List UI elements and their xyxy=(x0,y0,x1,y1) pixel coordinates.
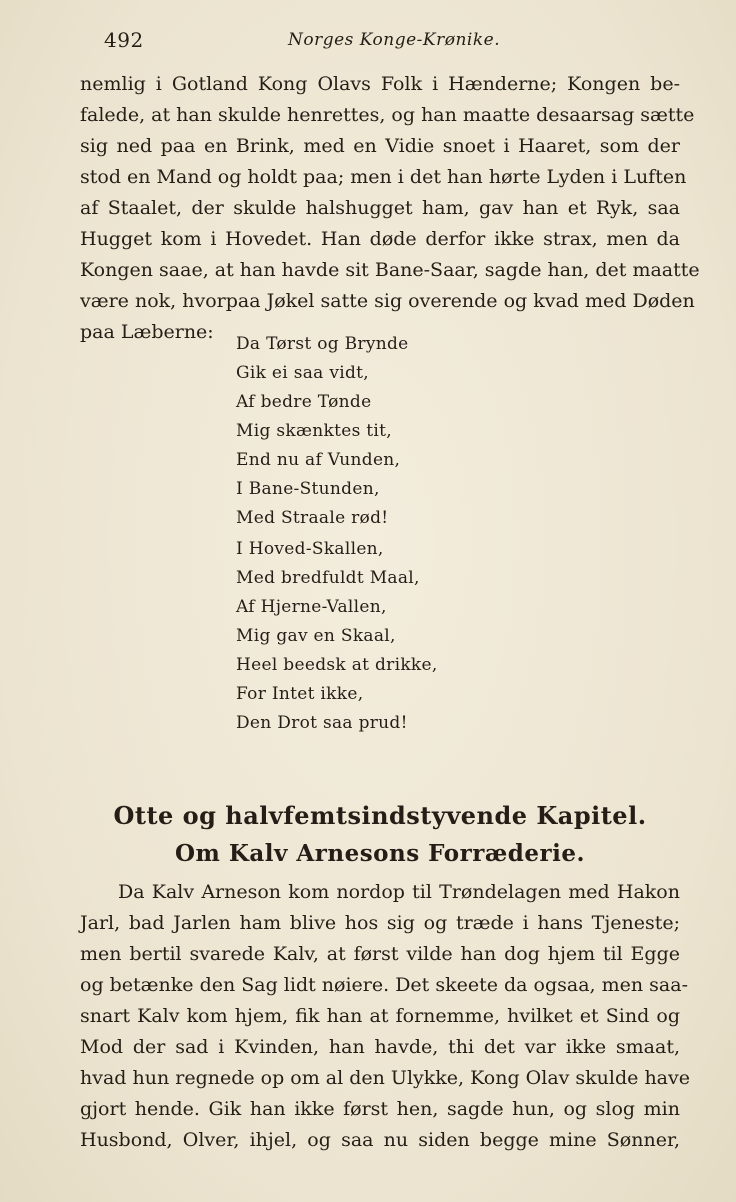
text-line: Mod der sad i Kvinden, han havde, thi det var ikke smaat, xyxy=(80,1036,680,1058)
verse-line: Med bredfuldt Maal, xyxy=(236,568,420,588)
text-line: men bertil svarede Kalv, at først vilde han dog hjem til Egge xyxy=(80,943,680,965)
verse-line: Da Tørst og Brynde xyxy=(236,334,409,354)
text-line: og betænke den Sag lidt nøiere. Det skeete da ogsaa, men saa- xyxy=(80,974,688,996)
verse-line: Af Hjerne-Vallen, xyxy=(236,597,387,617)
text-line: Kongen saae, at han havde sit Bane-Saar, sagde han, det maatte xyxy=(80,259,700,281)
chapter-heading: Otte og halvfemtsindstyvende Kapitel. xyxy=(113,801,647,830)
running-head: Norges Konge-Krønike. xyxy=(288,30,501,50)
verse-line: Den Drot saa prud! xyxy=(236,713,408,733)
verse-line: Gik ei saa vidt, xyxy=(236,363,369,383)
verse-line: I Bane-Stunden, xyxy=(236,479,380,499)
verse-line: Heel beedsk at drikke, xyxy=(236,655,438,675)
text-line: være nok, hvorpaa Jøkel satte sig overende og kvad med Døden xyxy=(80,290,695,312)
text-line: stod en Mand og holdt paa; men i det han hørte Lyden i Luften xyxy=(80,166,687,188)
text-line: Hugget kom i Hovedet. Han døde derfor ikke strax, men da xyxy=(80,228,680,250)
text-line: Husbond, Olver, ihjel, og saa nu siden begge mine Sønner, xyxy=(80,1129,680,1151)
verse-line: End nu af Vunden, xyxy=(236,450,401,470)
text-line: hvad hun regnede op om al den Ulykke, Kong Olav skulde have xyxy=(80,1067,690,1089)
verse-line: Med Straale rød! xyxy=(236,508,389,528)
text-line: falede, at han skulde henrettes, og han maatte desaarsag sætte xyxy=(80,104,695,126)
prose-paragraph-top xyxy=(80,69,700,348)
text-line: nemlig i Gotland Kong Olavs Folk i Hænderne; Kongen be- xyxy=(80,73,680,95)
prose-paragraph-bottom xyxy=(80,877,690,1156)
verse-line: For Intet ikke, xyxy=(236,684,364,704)
chapter-subheading: Om Kalv Arnesons Forræderie. xyxy=(175,840,585,867)
poem-stanza-2 xyxy=(236,535,496,738)
text-line: gjort hende. Gik han ikke først hen, sagde hun, og slog min xyxy=(80,1098,680,1120)
verse-line: Af bedre Tønde xyxy=(236,392,372,412)
text-line: Jarl, bad Jarlen ham blive hos sig og træde i hans Tjeneste; xyxy=(80,912,680,934)
page-number: 492 xyxy=(104,28,144,52)
verse-line: I Hoved-Skallen, xyxy=(236,539,384,559)
text-line: af Staalet, der skulde halshugget ham, gav han et Ryk, saa xyxy=(80,197,680,219)
poem-stanza-1 xyxy=(236,330,496,533)
text-line: sig ned paa en Brink, med en Vidie snoet i Haaret, som der xyxy=(80,135,680,157)
verse-line: Mig skænktes tit, xyxy=(236,421,393,441)
text-line: snart Kalv kom hjem, fik han at fornemme, hvilket et Sind og xyxy=(80,1005,680,1027)
verse-line: Mig gav en Skaal, xyxy=(236,626,396,646)
text-line: Da Kalv Arneson kom nordop til Trøndelagen med Hakon xyxy=(118,881,680,903)
text-line: paa Læberne: xyxy=(80,321,214,343)
page-header xyxy=(104,28,684,58)
